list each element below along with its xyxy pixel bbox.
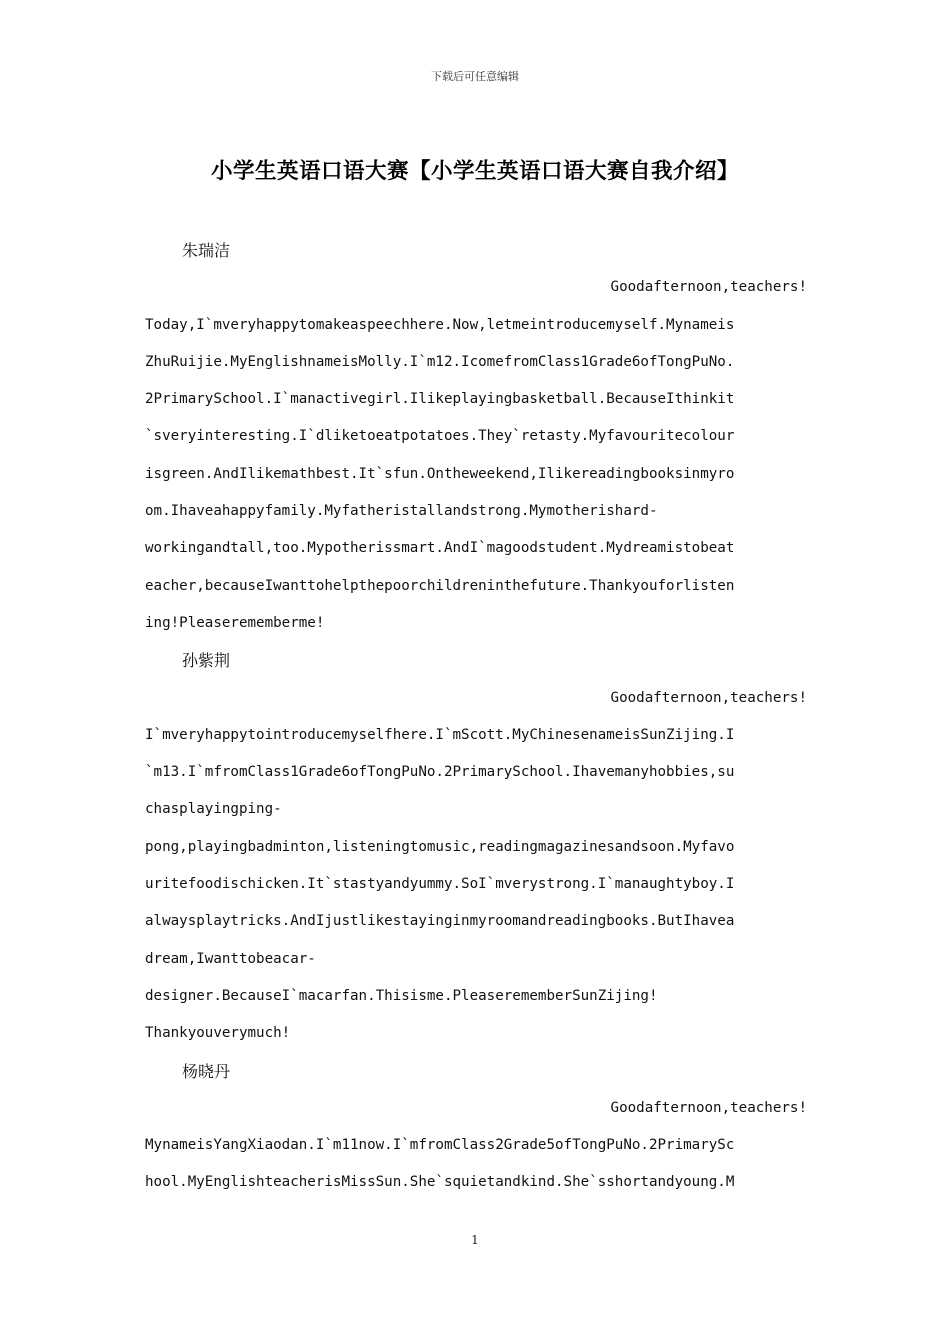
speech-line: MynameisYangXiaodan.I`m11now.I`mfromClass2Grade5ofTongPuNo.2PrimarySc (145, 1137, 735, 1154)
document-body (145, 232, 807, 1202)
header-note: 下载后可任意编辑 (431, 70, 519, 83)
speaker-name: 孙紫荆 (182, 651, 231, 671)
speech-line: uritefoodischicken.It`stastyandyummy.SoI`mverystrong.I`manaughtyboy.I (145, 876, 735, 893)
document-title: 小学生英语口语大赛【小学生英语口语大赛自我介绍】 (210, 159, 739, 184)
speech-line: hool.MyEnglishteacherisMissSun.She`squietandkind.She`sshortandyoung.M (145, 1174, 735, 1191)
speech-line: 2PrimarySchool.I`manactivegirl.Ilikeplayingbasketball.BecauseIthinkit (145, 391, 735, 408)
speech-line: dream,Iwanttobeacar- (145, 950, 316, 967)
speech-line: `sveryinteresting.I`dliketoeatpotatoes.They`retasty.Myfavouritecolour (145, 428, 735, 445)
speech-line: I`mveryhappytointroducemyselfhere.I`mScott.MyChinesenameisSunZijing.I (145, 726, 735, 743)
greeting-line: Goodafternoon,teachers! (610, 1099, 807, 1116)
speech-line: `m13.I`mfromClass1Grade6ofTongPuNo.2PrimarySchool.Ihavemanyhobbies,su (145, 764, 735, 781)
speaker-name: 朱瑞洁 (182, 241, 231, 260)
speech-line: ZhuRuijie.MyEnglishnameisMolly.I`m12.IcomefromClass1Grade6ofTongPuNo. (145, 353, 735, 370)
speech-line: designer.BecauseI`macarfan.Thisisme.PleaserememberSunZijing! (145, 987, 658, 1004)
page-number: 1 (471, 1233, 479, 1247)
greeting-line: Goodafternoon,teachers! (610, 689, 807, 706)
speech-line: workingandtall,too.Mypotherissmart.AndI`magoodstudent.Mydreamistobeat (145, 540, 735, 557)
speech-line: alwaysplaytricks.AndIjustlikestayinginmyroomandreadingbooks.ButIhavea (145, 913, 735, 930)
speech-line: isgreen.AndIlikemathbest.It`sfun.Ontheweekend,Ilikereadingbooksinmyro (145, 465, 735, 482)
speech-line: eacher,becauseIwanttohelpthepoorchildreninthefuture.Thankyouforlisten (145, 577, 735, 594)
speaker-name: 杨晓丹 (182, 1061, 231, 1081)
speech-line: pong,playingbadminton,listeningtomusic,readingmagazinesandsoon.Myfavo (145, 838, 735, 855)
speech-line: ing!Pleaserememberme! (145, 614, 325, 631)
speech-line: om.Ihaveahappyfamily.Myfatheristallandstrong.Mymotherishard- (145, 503, 658, 520)
greeting-line: Goodafternoon,teachers! (610, 279, 807, 296)
speech-line: Today,I`mveryhappytomakeaspeechhere.Now,letmeintroducemyself.Mynameis (145, 316, 735, 333)
speech-line: chasplayingping- (145, 801, 282, 818)
speech-line: Thankyouverymuch! (145, 1025, 291, 1042)
